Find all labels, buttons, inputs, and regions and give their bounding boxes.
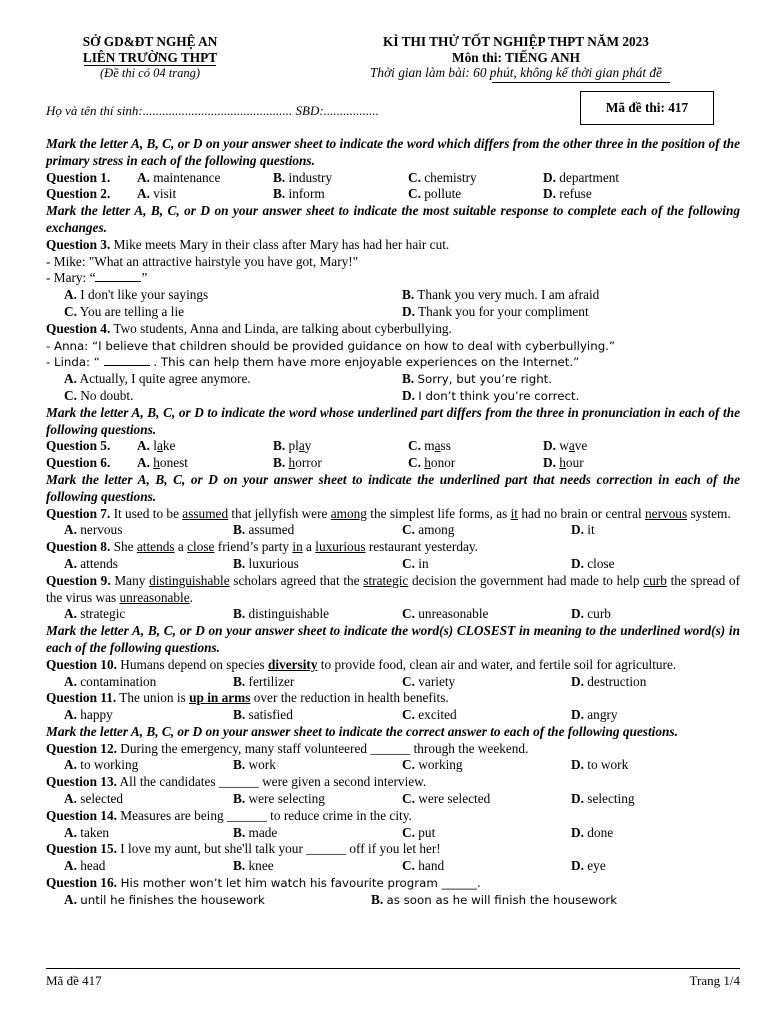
instruction-correct: Mark the letter A, B, C, or D on your answer sheet to indicate the correct answer to each of the following questions. <box>46 723 678 739</box>
question-4-options <box>46 371 740 388</box>
option-d: D. wave <box>543 438 588 454</box>
option-d: D. refuse <box>543 186 592 202</box>
option-a: A. selected <box>64 791 124 807</box>
pages-note: (Đề thi có 04 trang) <box>100 66 200 80</box>
option-c: C. excited <box>402 707 457 723</box>
option-c: C. You are telling a lie <box>64 303 185 319</box>
option-c: C. were selected <box>402 791 491 807</box>
option-b: B. play <box>273 438 312 454</box>
question-9-stem: Question 9. Many distinguishable scholars agreed that the strategic decision the government had made to help curb the spread of the virus was unreasonable. <box>46 572 740 605</box>
question-9-options <box>46 606 740 623</box>
option-d: D. hour <box>543 455 584 471</box>
option-a: A. lake <box>137 438 176 454</box>
option-c: C. working <box>402 757 463 773</box>
option-d: D. it <box>571 522 595 538</box>
question-5 <box>46 438 740 455</box>
exam-title: KÌ THI THỬ TỐT NGHIỆP THPT NĂM 2023 <box>383 34 649 49</box>
instruction-closest: Mark the letter A, B, C, or D on your answer sheet to indicate the word(s) CLOSEST in meaning to the underlined word(s) in each of the following questions. <box>46 623 740 655</box>
option-c: C. put <box>402 824 436 840</box>
option-b: B. made <box>233 824 278 840</box>
option-d: D. eye <box>571 858 606 874</box>
page-number: Trang 1/4 <box>689 973 740 988</box>
dialogue-line: - Mike: "What an attractive hairstyle you have got, Mary!" <box>46 253 359 269</box>
option-a: A. to working <box>64 757 139 773</box>
question-15-options <box>46 858 740 875</box>
question-1 <box>46 170 740 187</box>
question-label: Question 1. <box>46 169 111 185</box>
option-b: B. luxurious <box>233 555 299 571</box>
option-d: D. curb <box>571 606 611 622</box>
option-c: C. No doubt. <box>64 387 134 403</box>
option-b: B. satisfied <box>233 707 293 723</box>
option-a: A. visit <box>137 186 177 202</box>
option-d: D. angry <box>571 707 618 723</box>
option-b: B. as soon as he will finish the housework <box>371 891 618 907</box>
dialogue-line: - Anna: “I believe that children should be provided guidance on how to deal with cyberbullying.” <box>46 338 616 353</box>
school-name: LIÊN TRƯỜNG THPT <box>82 49 218 65</box>
exam-code-box: Mã đề thi: 417 <box>580 91 714 125</box>
question-label: Question 5. <box>46 438 111 454</box>
header <box>0 34 768 94</box>
option-c: C. hand <box>402 858 445 874</box>
option-d: D. close <box>571 555 615 571</box>
dialogue-line: - Linda: “ . This can help them have more enjoyable experiences on the Internet.” <box>46 355 580 370</box>
option-b: B. Sorry, but you’re right. <box>402 371 553 387</box>
option-a: A. head <box>64 858 106 874</box>
option-d: D. selecting <box>571 791 635 807</box>
option-b: B. inform <box>273 186 325 202</box>
question-7-stem: Question 7. It used to be assumed that jellyfish were among the simplest life forms, as it had no brain or central nervous system. <box>46 505 731 521</box>
question-2 <box>46 186 740 203</box>
option-c: C. in <box>402 555 429 571</box>
option-a: A. until he finishes the housework <box>64 891 265 907</box>
option-a: A. contamination <box>64 673 157 689</box>
instruction-exchange: Mark the letter A, B, C, or D on your answer sheet to indicate the most suitable response to complete each of the following exchanges. <box>46 203 740 235</box>
option-b: B. assumed <box>233 522 295 538</box>
question-13-options <box>46 791 740 808</box>
question-4-options <box>46 388 740 405</box>
option-d: D. destruction <box>571 673 647 689</box>
question-16-stem: Question 16. His mother won’t let him watch his favourite program ______. <box>46 875 481 891</box>
question-16-options <box>46 892 740 909</box>
divider <box>492 82 670 83</box>
instruction-pronunciation: Mark the letter A, B, C, or D to indicate the word whose underlined part differs from the three in pronunciation in each of the following questions. <box>46 404 740 437</box>
option-d: D. department <box>543 169 620 185</box>
option-d: D. I don’t think you’re correct. <box>402 387 580 403</box>
question-14-options <box>46 825 740 842</box>
option-b: B. work <box>233 757 276 773</box>
question-12-stem: Question 12. During the emergency, many staff volunteered ______ through the weekend. <box>46 740 529 756</box>
option-a: A. honest <box>137 455 188 471</box>
option-c: C. variety <box>402 673 456 689</box>
question-14-stem: Question 14. Measures are being ______ to reduce crime in the city. <box>46 807 412 823</box>
candidate-line: Họ và tên thí sinh:.............................................. SBD:................. <box>46 103 379 118</box>
question-10-stem: Question 10. Humans depend on species diversity to provide food, clean air and water, and fertile soil for agriculture. <box>46 656 677 672</box>
question-8-stem: Question 8. She attends a close friend’s party in a luxurious restaurant yesterday. <box>46 539 478 555</box>
option-a: A. strategic <box>64 606 126 622</box>
header-left <box>50 34 250 82</box>
option-a: A. nervous <box>64 522 123 538</box>
option-b: B. were selecting <box>233 791 325 807</box>
option-c: C. unreasonable <box>402 606 489 622</box>
option-d: D. to work <box>571 757 629 773</box>
question-3-stem: Question 3. Mike meets Mary in their class after Mary has had her hair cut. <box>46 236 450 252</box>
dialogue-line: - Mary: “ ” <box>46 270 148 286</box>
question-label: Question 6. <box>46 455 111 471</box>
option-b: B. industry <box>273 169 333 185</box>
question-7-options <box>46 522 740 539</box>
option-b: B. distinguishable <box>233 606 330 622</box>
option-c: C. among <box>402 522 455 538</box>
option-a: A. I don't like your sayings <box>64 287 209 303</box>
option-b: B. Thank you very much. I am afraid <box>402 287 600 303</box>
question-15-stem: Question 15. I love my aunt, but she'll talk your ______ off if you let her! <box>46 841 441 857</box>
question-8-options <box>46 556 740 573</box>
footer <box>46 968 740 988</box>
option-c: C. pollute <box>408 186 462 202</box>
question-11-stem: Question 11. The union is up in arms over the reduction in health benefits. <box>46 690 449 706</box>
question-label: Question 2. <box>46 186 111 202</box>
question-4-stem: Question 4. Two students, Anna and Linda, are talking about cyberbullying. <box>46 320 452 336</box>
instruction-stress: Mark the letter A, B, C, or D on your answer sheet to indicate the word which differs from the other three in the position of the primary stress in each of the following questions. <box>46 136 740 168</box>
question-3-options <box>46 287 740 304</box>
option-c: C. chemistry <box>408 169 477 185</box>
option-d: D. Thank you for your compliment <box>402 303 589 319</box>
question-10-options <box>46 674 740 691</box>
option-a: A. attends <box>64 555 118 571</box>
question-13-stem: Question 13. All the candidates ______ were given a second interview. <box>46 774 427 790</box>
footer-exam-code: Mã đề 417 <box>46 973 102 988</box>
department-name: SỞ GD&ĐT NGHỆ AN <box>82 34 218 49</box>
option-a: A. taken <box>64 824 110 840</box>
instruction-correction: Mark the letter A, B, C, or D on your answer sheet to indicate the underlined part that needs correction in each of the following questions. <box>46 471 740 504</box>
question-6 <box>46 455 740 472</box>
option-b: B. horror <box>273 455 322 471</box>
questions <box>46 136 740 909</box>
time-note: Thời gian làm bài: 60 phút, không kể thời gian phát đề <box>370 65 662 80</box>
option-b: B. fertilizer <box>233 673 295 689</box>
header-right <box>318 34 714 81</box>
option-c: C. mass <box>408 438 451 454</box>
option-d: D. done <box>571 824 614 840</box>
option-b: B. knee <box>233 858 274 874</box>
option-a: A. Actually, I quite agree anymore. <box>64 371 251 387</box>
option-c: C. honor <box>408 455 456 471</box>
question-3-options <box>46 304 740 321</box>
option-a: A. maintenance <box>137 169 221 185</box>
subject: Môn thi: TIẾNG ANH <box>452 49 580 65</box>
option-a: A. happy <box>64 707 113 723</box>
question-12-options <box>46 757 740 774</box>
question-11-options <box>46 707 740 724</box>
